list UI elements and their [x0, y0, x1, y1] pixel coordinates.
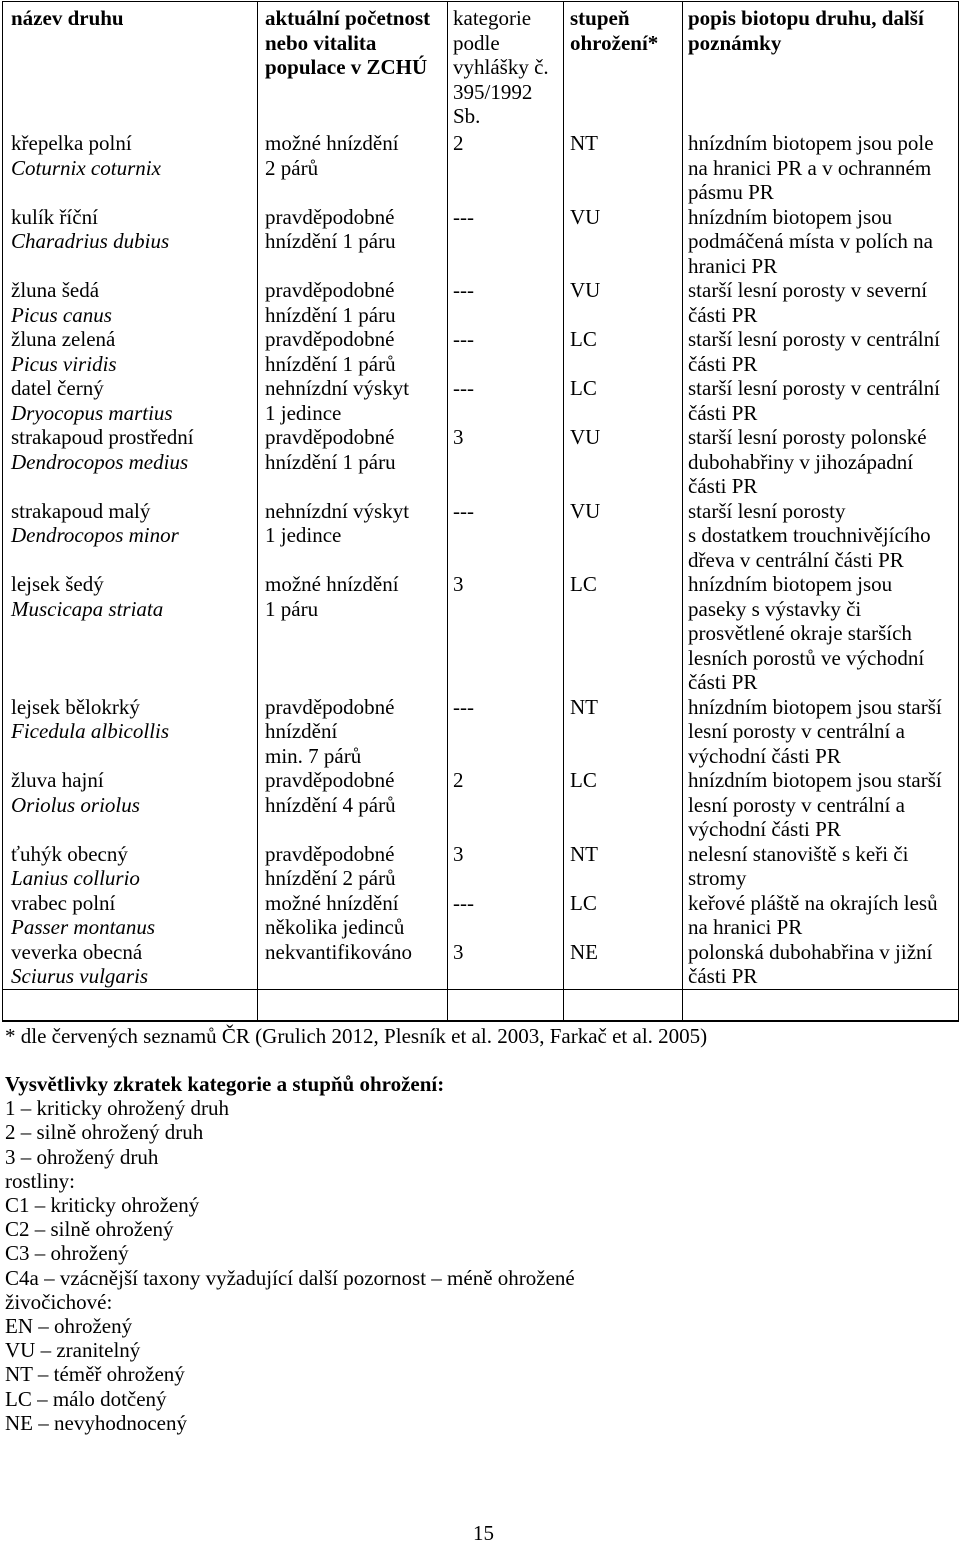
header-line: stupeň: [570, 6, 630, 30]
table-row: [3, 376, 959, 425]
habitat-line: východní části PR: [688, 817, 841, 841]
species-name: strakapoud malý: [11, 498, 151, 523]
habitat-line: starší lesní porosty v severní: [688, 278, 928, 302]
threat-value: NE: [570, 939, 598, 964]
species-name: datel černý: [11, 376, 104, 400]
species-name: strakapoud prostřední: [11, 425, 194, 449]
cell-population: [258, 940, 448, 990]
cell-species: [3, 768, 258, 842]
cell-category: [448, 205, 564, 279]
cell-category: [448, 499, 564, 573]
legend-item: C4a – vzácnější taxony vyžadující další pozornost – méně ohrožené: [5, 1265, 575, 1290]
table-body: [3, 131, 959, 989]
species-latin: Sciurus vulgaris: [11, 964, 149, 988]
population-line: min. 7 párů: [265, 743, 362, 768]
cell-population: [258, 425, 448, 499]
legend-item: 3 – ohrožený druh: [5, 1144, 159, 1169]
cell-species: [3, 940, 258, 990]
cell-threat: [564, 572, 683, 695]
habitat-line: dubohabřiny v jihozápadní: [688, 449, 914, 474]
population-line: hnízdění 2 párů: [265, 866, 396, 890]
page-number: 15: [473, 1521, 494, 1545]
cell-habitat: [683, 327, 959, 376]
cell-threat: [564, 842, 683, 891]
table-row: [3, 205, 959, 279]
cell-habitat: [683, 425, 959, 499]
legend-item: C3 – ohrožený: [5, 1241, 129, 1266]
cell-habitat: [683, 842, 959, 891]
header-line: kategorie: [453, 6, 532, 30]
header-line: populace v ZCHÚ: [265, 55, 428, 79]
table-row: [3, 768, 959, 842]
cell-habitat: [683, 768, 959, 842]
table-row: [3, 425, 959, 499]
header-line: název druhu: [11, 6, 124, 30]
habitat-line: hnízdním biotopem jsou starší: [688, 694, 942, 719]
cell-species: [3, 131, 258, 205]
cell-species: [3, 572, 258, 695]
category-value: 3: [453, 939, 464, 964]
species-latin: Coturnix coturnix: [11, 155, 161, 180]
header-category: [448, 2, 564, 132]
cell-category: [448, 376, 564, 425]
cell-category: [448, 891, 564, 940]
species-name: žluna zelená: [11, 327, 116, 351]
habitat-line: polonská dubohabřina v jižní: [688, 939, 933, 964]
cell-population: [258, 572, 448, 695]
population-line: možné hnízdění: [265, 131, 399, 155]
footnote: * dle červených seznamů ČR (Grulich 2012, Plesník et al. 2003, Farkač et al. 2005): [5, 1024, 708, 1048]
cell-species: [3, 327, 258, 376]
threat-value: LC: [570, 572, 597, 596]
cell-threat: [564, 695, 683, 769]
legend-item: 2 – silně ohrožený druh: [5, 1120, 204, 1145]
cell-category: [448, 572, 564, 695]
threat-value: VU: [570, 204, 601, 229]
cell-threat: [564, 327, 683, 376]
category-value: ---: [453, 498, 474, 523]
population-line: několika jedinců: [265, 915, 405, 939]
cell-category: [448, 768, 564, 842]
cell-threat: [564, 205, 683, 279]
category-value: 3: [453, 425, 464, 449]
legend-item: C1 – kriticky ohrožený: [5, 1193, 200, 1218]
cell-species: [3, 842, 258, 891]
cell-species: [3, 425, 258, 499]
habitat-line: části PR: [688, 400, 758, 425]
habitat-line: podmáčená místa v polích na: [688, 229, 933, 253]
cell-habitat: [683, 572, 959, 695]
habitat-line: na hranici PR: [688, 915, 803, 939]
population-line: hnízdění 4 párů: [265, 792, 396, 817]
habitat-line: hnízdním biotopem jsou: [688, 572, 893, 596]
population-line: pravděpodobné: [265, 694, 395, 719]
population-line: hnízdění 1 páru: [265, 449, 396, 474]
habitat-line: starší lesní porosty v centrální: [688, 327, 940, 351]
habitat-line: části PR: [688, 474, 758, 498]
category-value: 2: [453, 768, 464, 792]
species-name: veverka obecná: [11, 939, 143, 964]
cell-population: [258, 278, 448, 327]
cell-category: [448, 131, 564, 205]
empty-cell: [683, 989, 959, 1021]
population-line: 1 páru: [265, 596, 319, 621]
habitat-line: dřeva v centrální části PR: [688, 547, 904, 572]
cell-species: [3, 891, 258, 940]
table-row: [3, 940, 959, 990]
category-value: ---: [453, 376, 474, 400]
cell-population: [258, 205, 448, 279]
header-line: 395/1992: [453, 79, 533, 104]
cell-population: [258, 131, 448, 205]
category-value: 2: [453, 131, 464, 155]
table-row: [3, 499, 959, 573]
empty-row: [3, 989, 959, 1021]
threat-value: LC: [570, 327, 597, 351]
habitat-line: pásmu PR: [688, 180, 774, 204]
legend-item: C2 – silně ohrožený: [5, 1217, 174, 1242]
table-row: [3, 842, 959, 891]
cell-species: [3, 499, 258, 573]
population-line: možné hnízdění: [265, 572, 399, 596]
habitat-line: části PR: [688, 670, 758, 694]
header-population: [258, 2, 448, 132]
habitat-line: východní části PR: [688, 743, 841, 768]
cell-habitat: [683, 376, 959, 425]
cell-category: [448, 278, 564, 327]
population-line: nehnízdní výskyt: [265, 376, 410, 400]
population-line: hnízdění 1 párů: [265, 351, 396, 376]
cell-population: [258, 695, 448, 769]
habitat-line: paseky s výstavky či: [688, 596, 862, 621]
habitat-line: starší lesní porosty: [688, 498, 846, 523]
species-latin: Picus viridis: [11, 351, 117, 376]
species-latin: Muscicapa striata: [11, 596, 164, 621]
species-latin: Dryocopus martius: [11, 400, 173, 425]
species-name: kulík říční: [11, 204, 98, 229]
header-line: ohrožení*: [570, 30, 659, 55]
cell-species: [3, 376, 258, 425]
cell-threat: [564, 425, 683, 499]
cell-population: [258, 499, 448, 573]
header-line: nebo vitalita: [265, 30, 377, 55]
population-line: 1 jedince: [265, 523, 342, 547]
cell-category: [448, 940, 564, 990]
empty-cell: [3, 989, 258, 1021]
population-line: pravděpodobné: [265, 425, 395, 449]
species-latin: Charadrius dubius: [11, 229, 170, 253]
population-line: 2 párů: [265, 155, 319, 180]
cell-habitat: [683, 131, 959, 205]
habitat-line: části PR: [688, 964, 758, 988]
species-name: křepelka polní: [11, 131, 132, 155]
species-latin: Dendrocopos minor: [11, 523, 179, 547]
header-row: [3, 2, 959, 132]
habitat-line: lesních porostů ve východní: [688, 645, 925, 670]
habitat-line: prosvětlené okraje starších: [688, 621, 912, 645]
cell-threat: [564, 499, 683, 573]
empty-cell: [258, 989, 448, 1021]
habitat-line: nelesní stanoviště s keři či: [688, 841, 909, 866]
population-line: hnízdění: [265, 719, 338, 743]
population-line: pravděpodobné: [265, 278, 395, 302]
species-table: [2, 1, 959, 1022]
legend-item: 1 – kriticky ohrožený druh: [5, 1096, 229, 1121]
threat-value: VU: [570, 498, 601, 523]
table-footer: [3, 989, 959, 1021]
species-name: ťuhýk obecný: [11, 841, 128, 866]
cell-category: [448, 425, 564, 499]
species-latin: Passer montanus: [11, 915, 156, 939]
header-threat: [564, 2, 683, 132]
species-name: lejsek bělokrký: [11, 694, 140, 719]
empty-cell: [448, 989, 564, 1021]
cell-habitat: [683, 891, 959, 940]
table-row: [3, 278, 959, 327]
cell-habitat: [683, 940, 959, 990]
cell-category: [448, 842, 564, 891]
population-line: nehnízdní výskyt: [265, 498, 410, 523]
cell-threat: [564, 376, 683, 425]
threat-value: LC: [570, 376, 597, 400]
threat-value: LC: [570, 890, 597, 915]
table-row: [3, 572, 959, 695]
table-row: [3, 131, 959, 205]
category-value: ---: [453, 694, 474, 719]
category-value: ---: [453, 890, 474, 915]
species-name: žluva hajní: [11, 768, 104, 792]
population-line: pravděpodobné: [265, 327, 395, 351]
header-line: Sb.: [453, 104, 481, 128]
cell-category: [448, 327, 564, 376]
category-value: 3: [453, 572, 464, 596]
species-latin: Oriolus oriolus: [11, 792, 140, 817]
legend-item: NE – nevyhodnocený: [5, 1410, 187, 1435]
category-value: ---: [453, 204, 474, 229]
cell-threat: [564, 131, 683, 205]
species-name: vrabec polní: [11, 890, 116, 915]
header-line: aktuální početnost: [265, 6, 431, 30]
population-line: možné hnízdění: [265, 890, 399, 915]
cell-population: [258, 327, 448, 376]
category-value: ---: [453, 327, 474, 351]
cell-habitat: [683, 278, 959, 327]
empty-cell: [564, 989, 683, 1021]
habitat-line: keřové pláště na okrajích lesů: [688, 890, 938, 915]
population-line: pravděpodobné: [265, 204, 395, 229]
habitat-line: starší lesní porosty polonské: [688, 425, 927, 449]
population-line: pravděpodobné: [265, 768, 395, 792]
habitat-line: stromy: [688, 866, 747, 890]
cell-species: [3, 695, 258, 769]
habitat-line: s dostatkem trouchnivějícího: [688, 523, 931, 547]
threat-value: VU: [570, 278, 601, 302]
cell-species: [3, 205, 258, 279]
legend-title: Vysvětlivky zkratek kategorie a stupňů ohrožení:: [5, 1072, 445, 1096]
habitat-line: hnízdním biotopem jsou pole: [688, 131, 934, 155]
population-line: pravděpodobné: [265, 841, 395, 866]
habitat-line: starší lesní porosty v centrální: [688, 376, 940, 400]
cell-population: [258, 842, 448, 891]
species-name: lejsek šedý: [11, 572, 104, 596]
threat-value: NT: [570, 694, 598, 719]
species-latin: Ficedula albicollis: [11, 719, 170, 743]
cell-species: [3, 278, 258, 327]
cell-threat: [564, 940, 683, 990]
legend-items: [5, 1096, 575, 1435]
habitat-line: hnízdním biotopem jsou: [688, 204, 893, 229]
header-line: podle: [453, 30, 500, 55]
species-latin: Picus canus: [11, 302, 112, 327]
category-value: 3: [453, 841, 464, 866]
cell-category: [448, 695, 564, 769]
cell-habitat: [683, 695, 959, 769]
population-line: hnízdění 1 páru: [265, 302, 396, 327]
habitat-line: lesní porosty v centrální a: [688, 719, 905, 743]
habitat-line: lesní porosty v centrální a: [688, 792, 905, 817]
species-latin: Lanius collurio: [11, 866, 140, 890]
legend: [5, 1072, 575, 1435]
cell-threat: [564, 278, 683, 327]
species-name: žluna šedá: [11, 278, 100, 302]
header-line: popis biotopu druhu, další: [688, 6, 924, 30]
table-header: [3, 2, 959, 132]
cell-habitat: [683, 499, 959, 573]
cell-population: [258, 376, 448, 425]
threat-value: VU: [570, 425, 601, 449]
cell-threat: [564, 768, 683, 842]
population-line: 1 jedince: [265, 400, 342, 425]
legend-item: LC – málo dotčený: [5, 1386, 167, 1411]
habitat-line: hnízdním biotopem jsou starší: [688, 768, 942, 792]
header-line: poznámky: [688, 30, 782, 55]
species-latin: Dendrocopos medius: [11, 449, 189, 474]
category-value: ---: [453, 278, 474, 302]
habitat-line: části PR: [688, 302, 758, 327]
threat-value: NT: [570, 131, 598, 155]
population-line: hnízdění 1 páru: [265, 229, 396, 253]
population-line: nekvantifikováno: [265, 939, 412, 964]
legend-item: VU – zranitelný: [5, 1338, 141, 1363]
threat-value: LC: [570, 768, 597, 792]
legend-item: EN – ohrožený: [5, 1314, 133, 1339]
header-habitat: [683, 2, 959, 132]
header-line: vyhlášky č.: [453, 55, 549, 79]
habitat-line: na hranici PR a v ochranném: [688, 155, 932, 180]
legend-item: NT – téměř ohrožený: [5, 1362, 185, 1387]
cell-threat: [564, 891, 683, 940]
cell-population: [258, 768, 448, 842]
table-row: [3, 695, 959, 769]
habitat-line: hranici PR: [688, 253, 778, 278]
threat-value: NT: [570, 841, 598, 866]
habitat-line: části PR: [688, 351, 758, 376]
header-species: [3, 2, 258, 132]
cell-habitat: [683, 205, 959, 279]
table-row: [3, 327, 959, 376]
legend-item: rostliny:: [5, 1168, 76, 1193]
legend-item: živočichové:: [5, 1289, 113, 1314]
cell-population: [258, 891, 448, 940]
table-row: [3, 891, 959, 940]
